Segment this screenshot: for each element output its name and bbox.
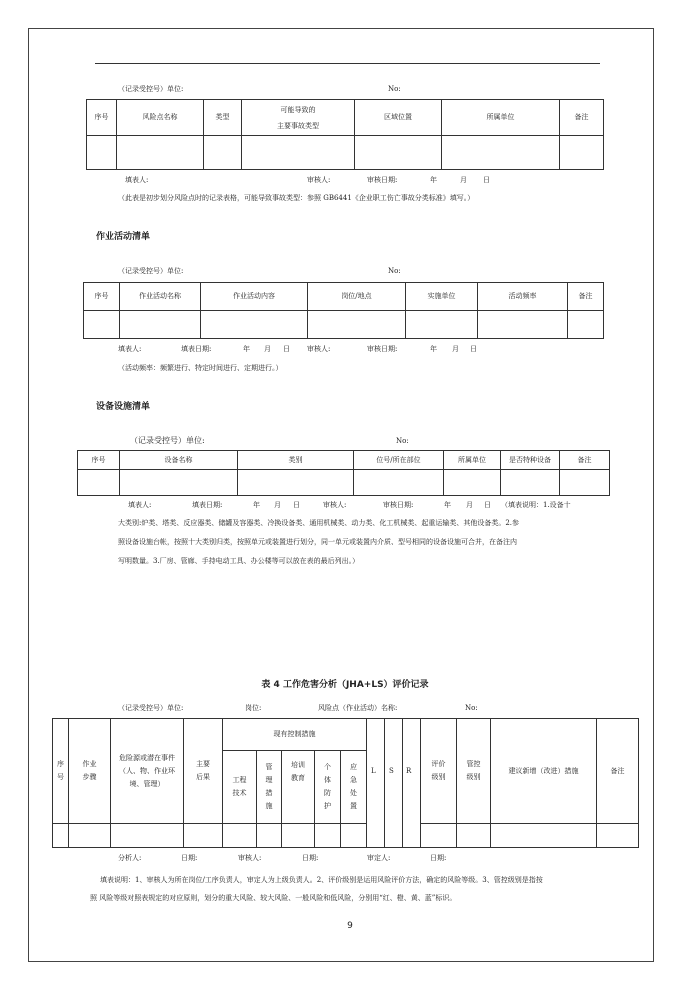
t4-h-ppe-3: 防 [324, 789, 331, 797]
table-row [53, 824, 639, 848]
t4-approver: 审定人: [367, 854, 391, 862]
work-activity-table [83, 282, 604, 339]
equipment-title: 设备设施清单 [96, 402, 151, 412]
t4-reviewer: 审核人: [238, 854, 262, 862]
t3-note-l3: 照设备设施台帐，按照十大类别归类，按照单元或装置进行划分，同一单元或装置内介质、型号相同的设备设施可合并，在备注内 [118, 538, 517, 546]
t4-h-ctrl-1: 管控 [466, 760, 481, 768]
t4-h-emerg-3: 处 [350, 789, 358, 797]
risk-point-table [86, 99, 604, 170]
t4-h-advice: 建议新增（改进）措施 [491, 719, 597, 824]
t2-day-2: 日 [470, 345, 477, 353]
t1-h-type: 类型 [204, 100, 242, 136]
t2-reviewer: 审核人: [307, 345, 331, 353]
t4-h-ppe-4: 护 [324, 802, 331, 810]
t2-h-dept: 实施单位 [406, 283, 478, 311]
t3-no-label: No: [396, 437, 409, 445]
t4-h-hazard-3: 境、管理） [129, 779, 165, 788]
t3-h-position: 位号/所在部位 [354, 451, 444, 470]
header-rule [95, 63, 600, 64]
t4-h-hazard-1: 危险源或潜在事件 [119, 753, 175, 762]
t4-no-label: No: [465, 704, 478, 712]
t1-unit-label: （记录受控号）单位: [118, 85, 184, 93]
t3-h-category: 类别 [238, 451, 354, 470]
t2-month-2: 月 [452, 345, 459, 353]
t2-h-freq: 活动频率 [478, 283, 568, 311]
t4-date-3: 日期: [430, 854, 447, 862]
t2-year-2: 年 [430, 345, 437, 353]
t2-unit-label: （记录受控号）单位: [118, 267, 184, 275]
t3-fill-date: 填表日期: [192, 501, 223, 509]
page-number: 9 [347, 921, 353, 931]
t2-h-post: 岗位/地点 [308, 283, 406, 311]
t2-h-content: 作业活动内容 [201, 283, 308, 311]
t4-h-mgmt [257, 751, 282, 824]
equipment-table [77, 450, 610, 496]
t1-month: 月 [460, 176, 467, 184]
t3-unit-label: （记录受控号）单位: [130, 436, 205, 445]
t2-month-1: 月 [264, 345, 271, 353]
t4-h-step-2: 步骤 [82, 773, 97, 781]
t4-note-l1: 填表说明：1、审核人为所在岗位/工序负责人，审定人为上级负责人。2、评价级别是运用风险评价方法，确定的风险等级。3、管控级别是指按 [100, 876, 543, 884]
t4-h-mgmt-2: 理 [265, 776, 273, 784]
t4-post-label: 岗位: [245, 704, 262, 712]
t3-h-special: 是否特种设备 [501, 451, 560, 470]
t3-reviewer: 审核人: [323, 501, 347, 509]
t4-h-step-1: 作业 [82, 760, 97, 768]
t4-h-ppe [315, 751, 341, 824]
t4-analyst: 分析人: [118, 854, 142, 862]
t4-note-l2: 照 风险等级对照表规定的对应原则，划分的重大风险、较大风险、一般风险和低风险，分别用“红、橙、黄、蓝”标识。 [90, 894, 457, 902]
t3-month-2: 月 [466, 501, 473, 509]
t3-note-l2: 大类别:炉类、塔类、反应器类、储罐及容器类、冷换设备类、通用机械类、动力类、化工机械类、起重运输类、其他设备类。2.参 [118, 519, 520, 527]
t1-review-date: 审核日期: [367, 176, 398, 184]
t2-day-1: 日 [283, 345, 290, 353]
t4-h-eng-1: 工程 [232, 776, 247, 784]
t4-h-emerg-4: 置 [350, 802, 358, 810]
jha-title: 表 4 工作危害分析（JHA+LS）评价记录 [261, 680, 429, 690]
t3-month-1: 月 [274, 501, 281, 509]
t1-no-label: No: [388, 85, 401, 93]
t3-h-remark: 备注 [560, 451, 610, 470]
t3-review-date: 审核日期: [383, 501, 414, 509]
t4-h-result-2: 后果 [196, 773, 210, 781]
t4-h-result [184, 719, 223, 824]
t2-review-date: 审核日期: [367, 345, 398, 353]
t2-h-name: 作业活动名称 [120, 283, 201, 311]
t4-h-r: R [406, 767, 412, 775]
t3-day-1: 日 [293, 501, 300, 509]
t4-h-mgmt-4: 施 [265, 802, 273, 810]
t3-note-l1: （填表说明：1.设备十 [501, 501, 571, 509]
t2-no-label: No: [388, 267, 401, 275]
t4-h-remark: 备注 [597, 719, 639, 824]
jha-table [52, 718, 639, 848]
t4-h-hazard [111, 719, 184, 824]
t4-date-2: 日期: [302, 854, 319, 862]
t4-h-train-1: 培训 [291, 761, 305, 769]
t4-h-ctrl [457, 719, 491, 824]
t4-h-l: L [371, 767, 376, 775]
t3-filler: 填表人: [128, 501, 152, 509]
t3-h-name: 设备名称 [120, 451, 238, 470]
t3-year-2: 年 [444, 501, 451, 509]
t3-h-seq: 序号 [78, 451, 120, 470]
table-row [87, 136, 604, 170]
t1-day: 日 [483, 176, 490, 184]
t1-h-dept: 所属单位 [442, 100, 560, 136]
t3-year-1: 年 [253, 501, 260, 509]
t1-h-name: 风险点名称 [117, 100, 204, 136]
t4-h-train [282, 751, 315, 824]
t1-h-seq: 序号 [87, 100, 117, 136]
t4-h-hazard-2: （人、物、作业环 [119, 766, 175, 775]
t2-h-remark: 备注 [568, 283, 604, 311]
t2-filler: 填表人: [118, 345, 142, 353]
t4-h-ctrl-2: 级别 [466, 773, 481, 781]
t1-reviewer: 审核人: [307, 176, 331, 184]
t1-h-accident-l1: 可能导致的 [280, 105, 316, 114]
t1-note: （此表是初步划分风险点时的记录表格，可能导致事故类型：参照 GB6441《企业职工伤亡事故分类标准》填写。） [118, 194, 475, 202]
t4-h-mgmt-1: 管 [265, 763, 273, 771]
t1-h-accident [242, 100, 355, 136]
t4-h-controls: 现有控制措施 [223, 719, 367, 751]
t1-h-accident-l2: 主要事故类型 [277, 121, 319, 130]
t4-h-emerg-2: 急 [350, 776, 358, 784]
t4-h-eval-2: 级别 [431, 773, 446, 781]
t4-h-eng-2: 技术 [232, 789, 247, 797]
t4-h-eval-1: 评价 [431, 760, 446, 768]
t4-h-seq-2: 号 [57, 773, 64, 781]
work-activity-title: 作业活动清单 [96, 232, 151, 242]
t1-h-remark: 备注 [560, 100, 604, 136]
t3-day-2: 日 [484, 501, 491, 509]
t2-h-seq: 序号 [84, 283, 120, 311]
t4-h-eng [223, 751, 257, 824]
t2-note: （活动频率：频繁进行、特定时间进行、定期进行。） [118, 364, 283, 372]
t4-h-train-2: 教育 [291, 774, 305, 782]
t4-h-s: S [389, 767, 394, 775]
t4-risk-label: 风险点（作业活动）名称: [318, 704, 398, 712]
t2-fill-date: 填表日期: [181, 345, 212, 353]
t1-filler: 填表人: [125, 176, 149, 184]
t4-h-ppe-2: 体 [324, 776, 331, 784]
t4-h-eval [421, 719, 457, 824]
t4-h-mgmt-3: 措 [265, 789, 273, 797]
t4-h-emerg-1: 应 [350, 763, 358, 771]
t4-h-step [69, 719, 111, 824]
t4-h-seq-1: 序 [57, 760, 64, 768]
t2-year-1: 年 [243, 345, 250, 353]
t3-note-l4: 写明数量。3.厂房、管廊、手持电动工具、办公楼等可以放在表的最后列出。） [118, 557, 360, 565]
t4-h-emerg [341, 751, 367, 824]
table-row [84, 311, 604, 339]
t4-h-ppe-1: 个 [324, 763, 331, 771]
t1-year: 年 [430, 176, 437, 184]
t4-h-result-1: 主要 [196, 760, 210, 768]
t1-h-area: 区域位置 [355, 100, 442, 136]
t4-date-1: 日期: [181, 854, 198, 862]
t4-h-seq [53, 719, 69, 824]
table-row [78, 470, 610, 496]
t4-unit-label: （记录受控号）单位: [118, 704, 184, 712]
t3-h-dept: 所属单位 [444, 451, 501, 470]
